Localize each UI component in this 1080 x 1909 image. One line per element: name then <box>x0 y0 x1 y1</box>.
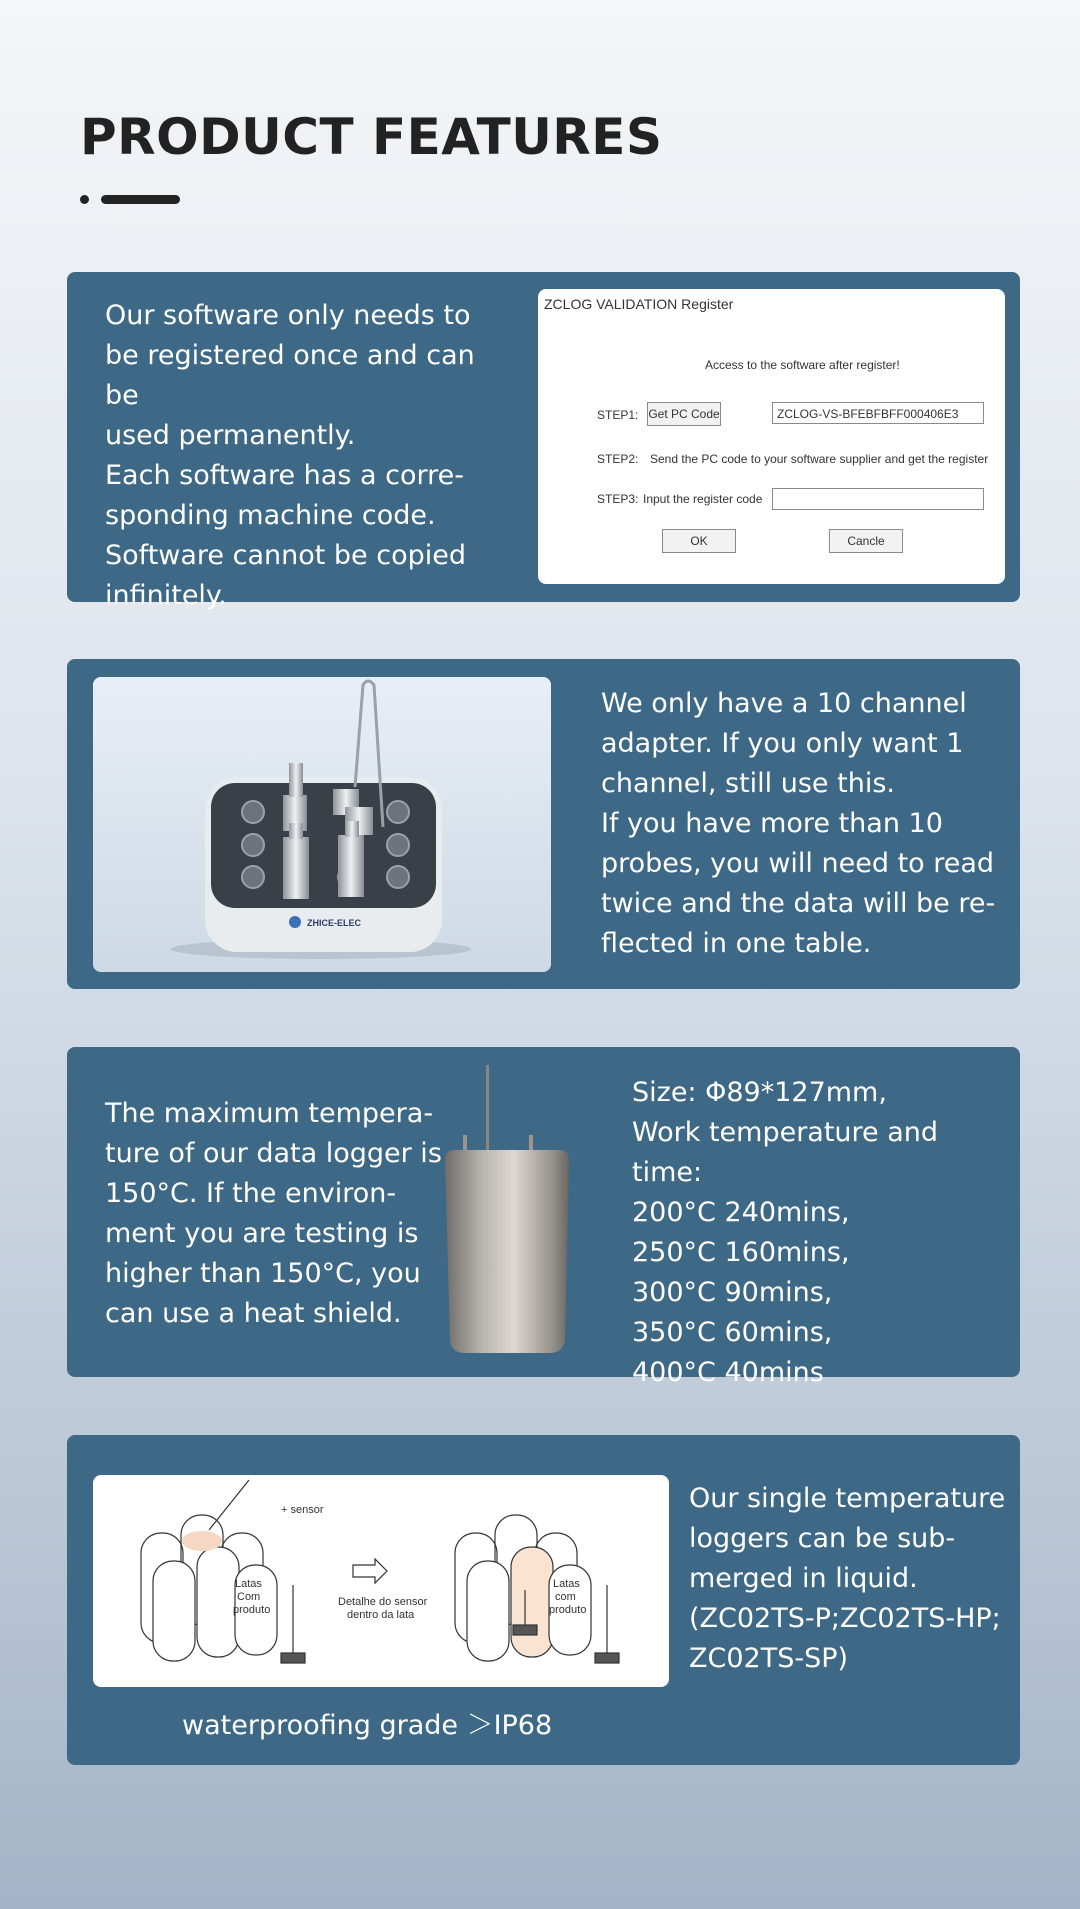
step2-text: Send the PC code to your software supplier and get the register <box>650 452 989 466</box>
feature-card-software <box>67 272 1020 611</box>
arrow-label-1: Detalhe do sensor <box>338 1596 428 1608</box>
feature-card-heat-shield <box>67 1047 1020 1388</box>
ok-button[interactable]: OK <box>662 529 736 553</box>
register-code-field[interactable] <box>772 488 984 510</box>
arrow-label-2: dentro da lata <box>347 1609 415 1621</box>
cancel-button[interactable]: Cancle <box>829 529 903 553</box>
register-dialog-screenshot <box>538 289 1005 584</box>
software-description: Our software only needs to be registered once and can be used permanently. Each software has a corre- sponding machine code. Software cannot be copied infinitely. <box>105 300 475 611</box>
get-pc-code-button[interactable]: Get PC Code <box>647 402 721 426</box>
step3-text: Input the register code <box>643 492 763 506</box>
waterproof-description: Our single temperature loggers can be sub- merged in liquid. (ZC02TS-P;ZC02TS-HP; ZC02TS-SP) <box>689 1483 1006 1674</box>
heat-shield-description: The maximum tempera- ture of our data logger is 150°C. If the environ- ment you are testing is higher than 150°C, you can use a heat shield. <box>105 1098 442 1329</box>
heat-shield-specs: Size: Φ89*127mm, Work temperature and time: 200°C 240mins, 250°C 160mins, 300°C 90mins, 350°C 60mins, 400°C 40mins <box>632 1077 939 1388</box>
cans-diagram <box>93 1475 669 1687</box>
step2-label: STEP2: <box>597 452 639 466</box>
sensor-label: + sensor <box>281 1504 324 1516</box>
title-underline <box>80 192 180 204</box>
step3-label: STEP3: <box>597 492 639 506</box>
page-title: PRODUCT FEATURES <box>80 108 663 166</box>
adapter-description: We only have a 10 channel adapter. If you only want 1 channel, still use this. If you have more than 10 probes, you will need to read twice and the data will be re- flected in one table. <box>601 688 996 959</box>
step1-label: STEP1: <box>597 408 639 422</box>
left-can-label-1: Latas <box>235 1578 262 1590</box>
submerged-sensor-diagram <box>93 1475 669 1687</box>
left-can-label-2: Com <box>237 1591 261 1603</box>
right-can-label-1: Latas <box>553 1578 580 1590</box>
dialog-title: ZCLOG VALIDATION Register <box>544 296 734 312</box>
right-can-label-2: com <box>555 1591 576 1603</box>
adapter-illustration <box>93 677 551 972</box>
feature-card-waterproof <box>67 1435 1020 1765</box>
left-can-label-3: produto <box>233 1604 271 1616</box>
adapter-photo <box>93 677 551 972</box>
dialog-notice: Access to the software after register! <box>705 358 900 372</box>
adapter-brand-label: ZHICE-ELEC <box>307 918 361 928</box>
pc-code-field[interactable]: ZCLOG-VS-BFEBFBFF000406E3 <box>772 402 984 424</box>
heat-shield-image <box>445 1065 625 1365</box>
right-can-label-3: produto <box>549 1604 587 1616</box>
waterproof-caption: waterproofing grade ＞IP68 <box>182 1710 553 1741</box>
feature-card-adapter <box>67 659 1020 989</box>
